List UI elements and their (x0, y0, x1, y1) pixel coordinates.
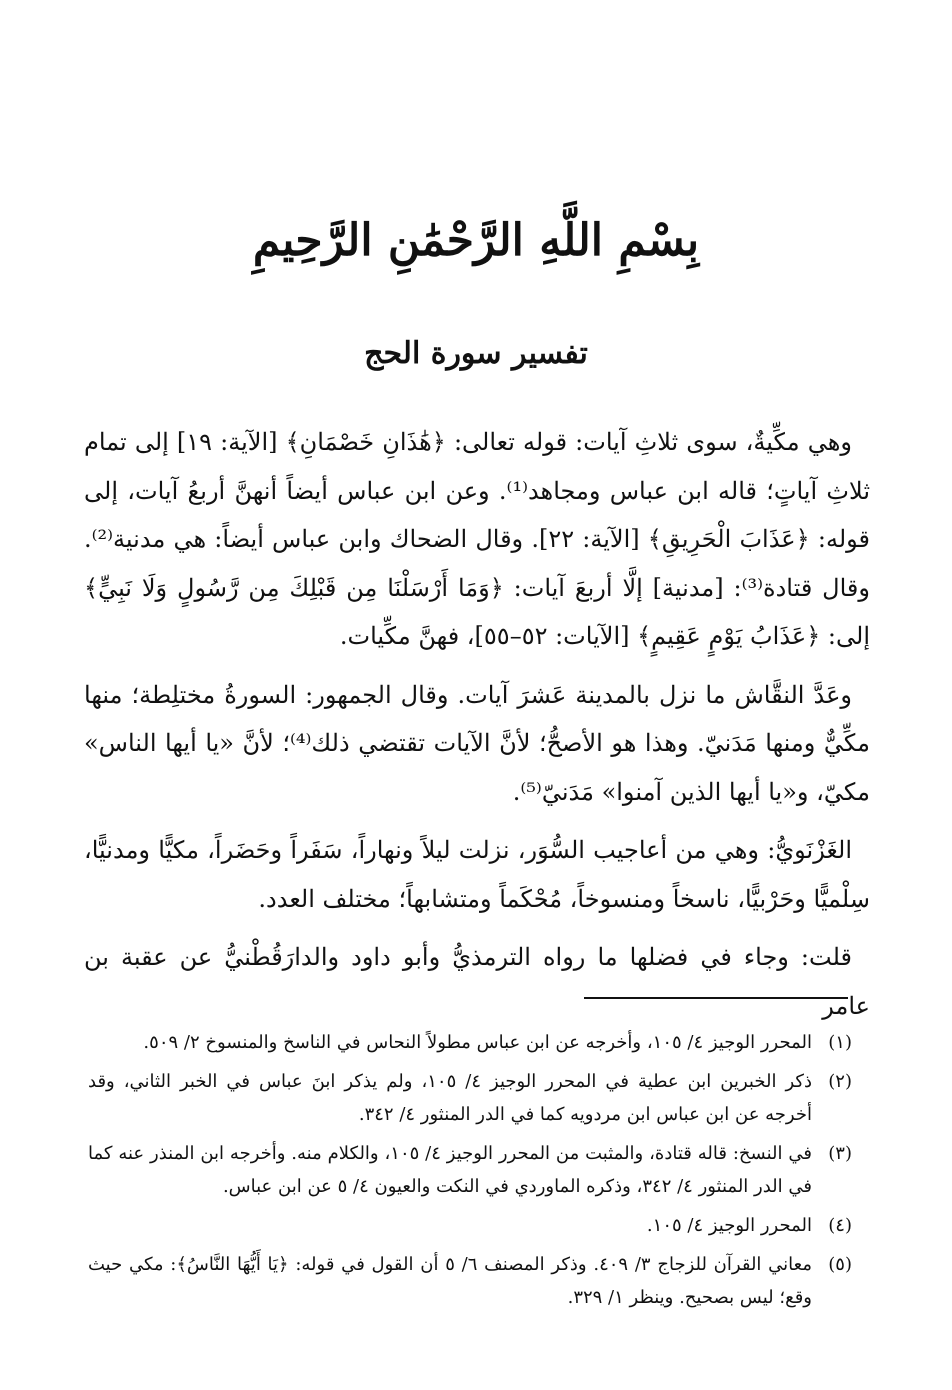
basmala-heading: بِسْمِ اللَّهِ الرَّحْمَٰنِ الرَّحِيمِ (252, 215, 700, 266)
footnote-item (88, 1248, 852, 1314)
main-text (84, 418, 870, 1030)
footnote-text: معاني القرآن للزجاج ٣/ ٤٠٩. وذكر المصنف ٦/ ٥ أن القول في قوله: ﴿يَا أَيُّهَا النَّاسُ﴾: مكي حيث وقع؛ ليس بصحيح. وينظر ١/ ٣٢٩. (88, 1254, 812, 1308)
paragraph: وعَدَّ النقَّاش ما نزل بالمدينة عَشرَ آيات. وقال الجمهور: السورةُ مختلِطة؛ منها مكِّيٌّ ومنها مَدَنيّ. وهذا هو الأصحُّ؛ لأنَّ الآيات تقتضي ذلك⁽⁴⁾؛ لأنَّ «يا أيها الناس» مكيّ، و«يا أيها الذين آمنوا» مَدَنيّ⁽⁵⁾. (84, 680, 870, 806)
page-title: تفسير سورة الحج (364, 336, 588, 371)
footnote-item (88, 1026, 852, 1059)
footnote-text: ذكر الخبرين ابن عطية في المحرر الوجيز ٤/ ١٠٥، ولم يذكر ابنَ عباس في الخبر الثاني، وقد أخرجه عن ابن عباس ابن مردويه كما في الدر المنثور ٤/ ٣٤٢. (88, 1071, 812, 1125)
footnote-number: (١) (828, 1032, 852, 1053)
footnote-number: (٥) (828, 1254, 852, 1275)
footnote-separator (584, 997, 848, 999)
footnote-item (88, 1065, 852, 1131)
footnote-text: المحرر الوجيز ٤/ ١٠٥، وأخرجه عن ابن عباس مطولاً النحاس في الناسخ والمنسوخ ٢/ ٥٠٩. (143, 1032, 812, 1053)
footnote-number: (٤) (828, 1215, 852, 1236)
footnote-item (88, 1137, 852, 1203)
paragraph: الغَزْنَويُّ: وهي من أعاجيب السُّوَر، نزلت ليلاً ونهاراً، سَفَراً وحَضَراً، مكيًّا ومدنيًّا، سِلْميًّا وحَرْبيًّا، ناسخاً ومنسوخاً، مُحْكَماً ومتشابهاً؛ مختلف العدد. (84, 836, 870, 913)
footnote-item (88, 1209, 852, 1242)
footnote-text: المحرر الوجيز ٤/ ١٠٥. (646, 1215, 812, 1236)
footnote-number: (٢) (828, 1071, 852, 1092)
paragraph: وهي مكِّيةٌ، سوى ثلاثِ آيات: قوله تعالى: ﴿هَٰذَانِ خَصْمَانِ﴾ [الآية: ١٩] إلى تمام ثلاثِ آياتٍ؛ قاله ابن عباس ومجاهد⁽¹⁾. وعن ابن عباس أيضاً أنهنَّ أربعُ آيات، إلى قوله: ﴿عَذَابَ الْحَرِيقِ﴾ [الآية: ٢٢]. وقال الضحاك وابن عباس أيضاً: هي مدنية⁽²⁾. وقال قتادة⁽³⁾: [مدنية] إلَّا أربعَ آيات: ﴿وَمَا أَرْسَلْنَا مِن قَبْلِكَ مِن رَّسُولٍ وَلَا نَبِيٍّ﴾ إلى: ﴿عَذَابُ يَوْمٍ عَقِيمٍ﴾ [الآيات: ٥٢–٥٥]، فهنَّ مكِّيات. (84, 428, 870, 650)
paragraph: قلت: وجاء في فضلها ما رواه الترمذيُّ وأبو داود والدارَقُطْنيُّ عن عقبة بن عامر (84, 943, 870, 1020)
footnote-number: (٣) (828, 1143, 852, 1164)
footnotes (88, 1026, 852, 1320)
footnote-text: في النسخ: قاله قتادة، والمثبت من المحرر الوجيز ٤/ ١٠٥، والكلام منه. وأخرجه ابن المنذر عنه كما في الدر المنثور ٤/ ٣٤٢، وذكره الماوردي في النكت والعيون ٤/ ٥ عن ابن عباس. (88, 1143, 812, 1197)
